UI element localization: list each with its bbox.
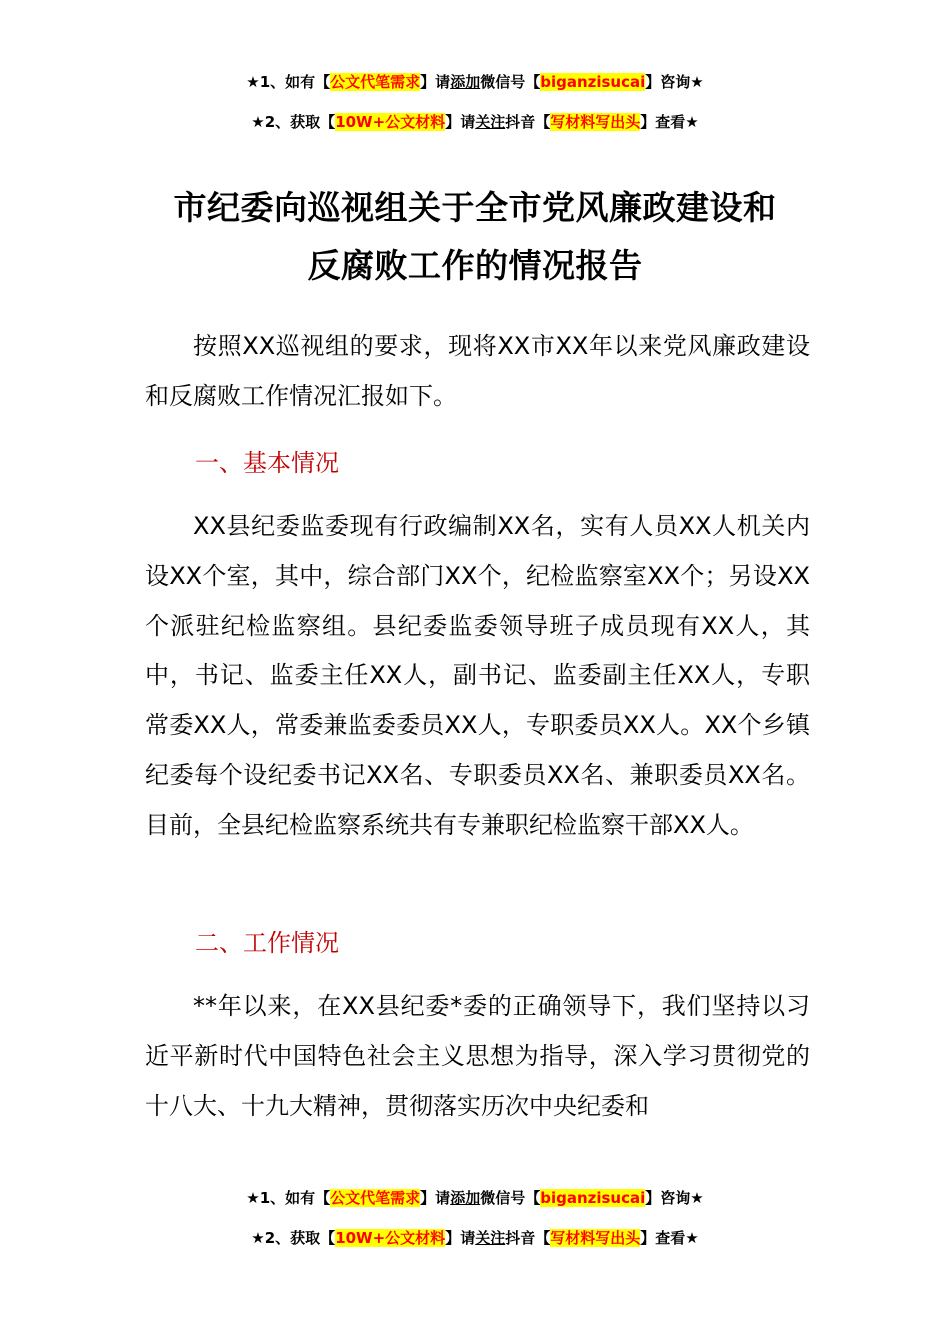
highlight-text: 公文代笔需求 [330,1189,421,1207]
section-heading-work: 二、工作情况 [195,929,339,957]
bottom-banner-line-2: ★2、获取【10W+公文材料】请关注抖音【写材料写出头】查看★ [251,1229,699,1247]
section-body-work: **年以来，在XX县纪委*委的正确领导下，我们坚持以习近平新时代中国特色社会主义思想为指导，深入学习贯彻党的十八大、十九大精神，贯彻落实历次中央纪委和 [145,992,810,1120]
bottom-banner-line-1: ★1、如有【公文代笔需求】请添加微信号【biganzisucai】咨询★ [246,1189,704,1207]
underlined-text: 添加 [450,1189,481,1207]
highlight-text: 10W+公文材料 [335,113,446,131]
top-banner-line-2: ★2、获取【10W+公文材料】请关注抖音【写材料写出头】查看★ [251,113,699,131]
underlined-text: 添加 [450,73,481,91]
highlight-text: 公文代笔需求 [330,73,421,91]
highlight-text: 10W+公文材料 [335,1229,446,1247]
wechat-id: biganzisucai [540,73,646,91]
document-title-line-1: 市纪委向巡视组关于全市党风廉政建设和 [173,188,777,227]
section-heading-basic: 一、基本情况 [195,449,339,477]
section-body-basic: XX县纪委监委现有行政编制XX名，实有人员XX人机关内设XX个室，其中，综合部门XX个，纪检监察室XX个；另设XX个派驻纪检监察组。县纪委监委领导班子成员现有XX人，其中，书记、监委主任XX人，副书记、监委副主任XX人，专职常委XX人，常委兼监委委员XX人，专职委员XX人。XX个乡镇纪委每个设纪委书记XX名、专职委员XX名、兼职委员XX名。目前，全县纪检监察系统共有专兼职纪检监察干部XX人。 [145,512,810,839]
douyin-account: 写材料写出头 [550,1229,641,1247]
underlined-text: 关注 [475,113,506,131]
top-banner-line-1: ★1、如有【公文代笔需求】请添加微信号【biganzisucai】咨询★ [246,73,704,91]
intro-paragraph: 按照XX巡视组的要求，现将XX市XX年以来党风廉政建设和反腐败工作情况汇报如下。 [145,332,810,410]
underlined-text: 关注 [475,1229,506,1247]
wechat-id: biganzisucai [540,1189,646,1207]
document-title-line-2: 反腐败工作的情况报告 [307,246,643,285]
douyin-account: 写材料写出头 [550,113,641,131]
